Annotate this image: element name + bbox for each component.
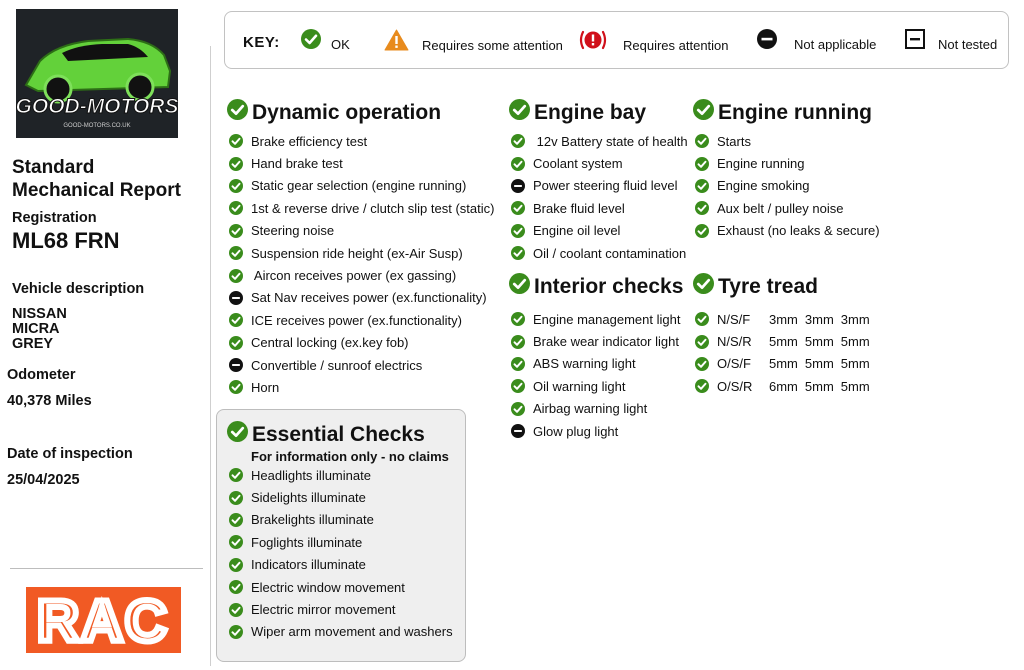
ok-check-icon <box>695 335 717 349</box>
dynamic-operation-list <box>229 130 494 399</box>
check-item <box>511 398 680 420</box>
tyre-tread-list <box>695 308 877 398</box>
check-item <box>511 175 688 197</box>
check-item <box>511 197 688 219</box>
ok-check-icon <box>695 357 717 371</box>
section-check-icon <box>227 421 248 448</box>
odometer-label: Odometer <box>7 367 76 383</box>
interior-checks-list <box>511 308 680 442</box>
svg-text:GOOD-MOTORS: GOOD-MOTORS <box>16 95 178 118</box>
svg-text:GOOD-MOTORS.CO.UK: GOOD-MOTORS.CO.UK <box>63 123 131 129</box>
sidebar-separator <box>10 568 203 569</box>
check-item-label: Aux belt / pulley noise <box>717 200 844 216</box>
check-item-label: Brake efficiency test <box>251 133 368 149</box>
key-not-applicable: Not applicable <box>757 29 876 52</box>
ok-check-icon <box>229 224 251 238</box>
check-item-label: Engine management light <box>533 311 681 327</box>
check-item <box>229 576 453 598</box>
report-title: Standard Mechanical Report <box>12 157 181 201</box>
check-item <box>511 308 680 330</box>
ok-check-icon <box>695 312 717 326</box>
check-item <box>229 509 453 531</box>
ok-check-icon <box>695 224 717 238</box>
vehicle-description <box>12 307 67 352</box>
not-applicable-icon <box>757 29 777 52</box>
check-item <box>511 130 688 152</box>
check-item-label: Coolant system <box>533 156 623 172</box>
ok-check-icon <box>511 379 533 393</box>
check-item <box>229 554 453 576</box>
ok-check-icon <box>695 379 717 393</box>
check-item-label: Glow plug light <box>533 423 619 439</box>
ok-check-icon <box>511 357 533 371</box>
ok-check-icon <box>229 179 251 193</box>
ok-check-icon <box>301 29 321 52</box>
ok-check-icon <box>229 558 251 572</box>
ok-check-icon <box>695 157 717 171</box>
vehicle-colour: GREY <box>12 336 54 352</box>
ok-check-icon <box>229 134 251 148</box>
check-item-label: 12v Battery state of health <box>533 133 688 149</box>
ok-check-icon <box>229 246 251 260</box>
engine-running-list <box>695 130 880 242</box>
vehicle-description-label: Vehicle description <box>12 281 145 297</box>
ok-check-icon <box>511 312 533 326</box>
check-item <box>229 242 494 264</box>
warning-triangle-icon <box>384 29 409 54</box>
engine-bay-title: Engine bay <box>509 99 646 126</box>
rac-logo <box>26 587 181 653</box>
ok-check-icon <box>229 336 251 350</box>
ok-check-icon <box>511 157 533 171</box>
ok-check-icon <box>229 380 251 394</box>
check-item-label: Static gear selection (engine running) <box>251 178 467 194</box>
engine-bay-list <box>511 130 688 264</box>
tyre-row-nsf: N/S/F 3mm 3mm 3mm <box>695 308 877 330</box>
key-ok: OK <box>301 29 350 52</box>
check-item <box>695 152 880 174</box>
ok-check-icon <box>229 580 251 594</box>
ok-check-icon <box>229 535 251 549</box>
check-item <box>229 621 453 643</box>
check-item <box>229 197 494 219</box>
not-applicable-icon <box>511 424 533 438</box>
check-item <box>695 130 880 152</box>
check-item-label: Indicators illuminate <box>251 557 366 573</box>
check-item-label: Suspension ride height (ex-Air Susp) <box>251 245 463 261</box>
ok-check-icon <box>229 313 251 327</box>
check-item-label: Electric mirror movement <box>251 602 396 618</box>
check-item-label: Brakelights illuminate <box>251 512 374 528</box>
ok-check-icon <box>229 603 251 617</box>
check-item <box>229 264 494 286</box>
key-title: KEY: <box>243 34 280 51</box>
check-item-label: Engine oil level <box>533 223 621 239</box>
check-item-label: Headlights illuminate <box>251 467 371 483</box>
check-item <box>511 152 688 174</box>
registration-value: ML68 FRN <box>12 228 120 253</box>
check-item-label: Steering noise <box>251 223 335 239</box>
section-check-icon <box>693 99 714 126</box>
not-tested-icon <box>905 29 925 52</box>
check-item-label: Airbag warning light <box>533 401 648 417</box>
ok-check-icon <box>229 157 251 171</box>
key-requires-attention: Requires attention <box>579 29 729 54</box>
check-item <box>511 220 688 242</box>
inspection-date-value: 25/04/2025 <box>7 472 80 488</box>
section-check-icon <box>227 99 248 126</box>
check-item <box>229 531 453 553</box>
check-item-label: Horn <box>251 379 280 395</box>
status-key <box>224 11 1009 69</box>
ok-check-icon <box>695 179 717 193</box>
check-item <box>511 375 680 397</box>
ok-check-icon <box>511 246 533 260</box>
ok-check-icon <box>695 134 717 148</box>
check-item-label: Central locking (ex.key fob) <box>251 335 409 351</box>
alert-icon <box>579 29 607 54</box>
check-item <box>695 220 880 242</box>
key-not-tested: Not tested <box>905 29 997 52</box>
registration-label: Registration <box>12 210 97 226</box>
check-item <box>229 287 494 309</box>
tyre-row-osf: O/S/F 5mm 5mm 5mm <box>695 353 877 375</box>
key-some-attention: Requires some attention <box>384 29 563 54</box>
check-item-label: Foglights illuminate <box>251 534 363 550</box>
check-item <box>229 130 494 152</box>
ok-check-icon <box>511 402 533 416</box>
vehicle-model: MICRA <box>12 321 60 337</box>
check-item-label: Oil / coolant contamination <box>533 245 687 261</box>
check-item-label: Brake fluid level <box>533 200 625 216</box>
inspection-date-label: Date of inspection <box>7 446 133 462</box>
check-item <box>229 598 453 620</box>
section-check-icon <box>509 273 530 300</box>
check-item <box>229 354 494 376</box>
ok-check-icon <box>229 269 251 283</box>
not-applicable-icon <box>229 291 251 305</box>
check-item-label: Oil warning light <box>533 378 626 394</box>
ok-check-icon <box>229 625 251 639</box>
check-item <box>511 420 680 442</box>
check-item-label: 1st & reverse drive / clutch slip test (static) <box>251 200 495 216</box>
tyre-tread-title: Tyre tread <box>693 273 818 300</box>
check-item-label: ABS warning light <box>533 356 636 372</box>
check-item <box>229 332 494 354</box>
check-item <box>511 353 680 375</box>
check-item-label: Convertible / sunroof electrics <box>251 357 423 373</box>
check-item-label: Starts <box>717 133 751 149</box>
ok-check-icon <box>511 201 533 215</box>
essential-checks-subtitle: For information only - no claims <box>251 449 449 464</box>
interior-checks-title: Interior checks <box>509 273 683 300</box>
tyre-row-nsr: N/S/R 5mm 5mm 5mm <box>695 330 877 352</box>
check-item <box>229 175 494 197</box>
check-item <box>229 464 453 486</box>
check-item-label: Hand brake test <box>251 156 343 172</box>
ok-check-icon <box>229 201 251 215</box>
check-item <box>695 175 880 197</box>
section-check-icon <box>693 273 714 300</box>
essential-checks-list <box>229 464 453 643</box>
check-item <box>229 309 494 331</box>
tyre-row-osr: O/S/R 6mm 5mm 5mm <box>695 375 877 397</box>
ok-check-icon <box>511 224 533 238</box>
ok-check-icon <box>511 335 533 349</box>
check-item <box>511 330 680 352</box>
check-item-label: Electric window movement <box>251 579 405 595</box>
ok-check-icon <box>695 201 717 215</box>
ok-check-icon <box>229 491 251 505</box>
check-item-label: Brake wear indicator light <box>533 334 679 350</box>
check-item-label: Wiper arm movement and washers <box>251 624 453 640</box>
section-check-icon <box>509 99 530 126</box>
not-applicable-icon <box>511 179 533 193</box>
check-item <box>229 376 494 398</box>
check-item <box>695 197 880 219</box>
check-item-label: Sidelights illuminate <box>251 490 366 506</box>
not-applicable-icon <box>229 358 251 372</box>
vehicle-make: NISSAN <box>12 306 67 322</box>
ok-check-icon <box>229 513 251 527</box>
check-item <box>229 220 494 242</box>
odometer-value: 40,378 Miles <box>7 393 92 409</box>
engine-running-title: Engine running <box>693 99 872 126</box>
check-item-label: ICE receives power (ex.functionality) <box>251 312 462 328</box>
sidebar-divider <box>210 46 211 666</box>
dynamic-operation-title: Dynamic operation <box>227 99 441 126</box>
check-item <box>229 152 494 174</box>
check-item-label: Sat Nav receives power (ex.functionality) <box>251 290 487 306</box>
check-item <box>229 486 453 508</box>
good-motors-logo <box>16 9 178 138</box>
check-item-label: Power steering fluid level <box>533 178 678 194</box>
check-item-label: Aircon receives power (ex gassing) <box>251 268 457 284</box>
svg-text:RAC: RAC <box>37 589 169 653</box>
check-item-label: Exhaust (no leaks & secure) <box>717 223 880 239</box>
check-item-label: Engine smoking <box>717 178 810 194</box>
check-item-label: Engine running <box>717 156 805 172</box>
check-item <box>511 242 688 264</box>
essential-checks-title: Essential Checks <box>227 421 425 448</box>
ok-check-icon <box>511 134 533 148</box>
ok-check-icon <box>229 468 251 482</box>
